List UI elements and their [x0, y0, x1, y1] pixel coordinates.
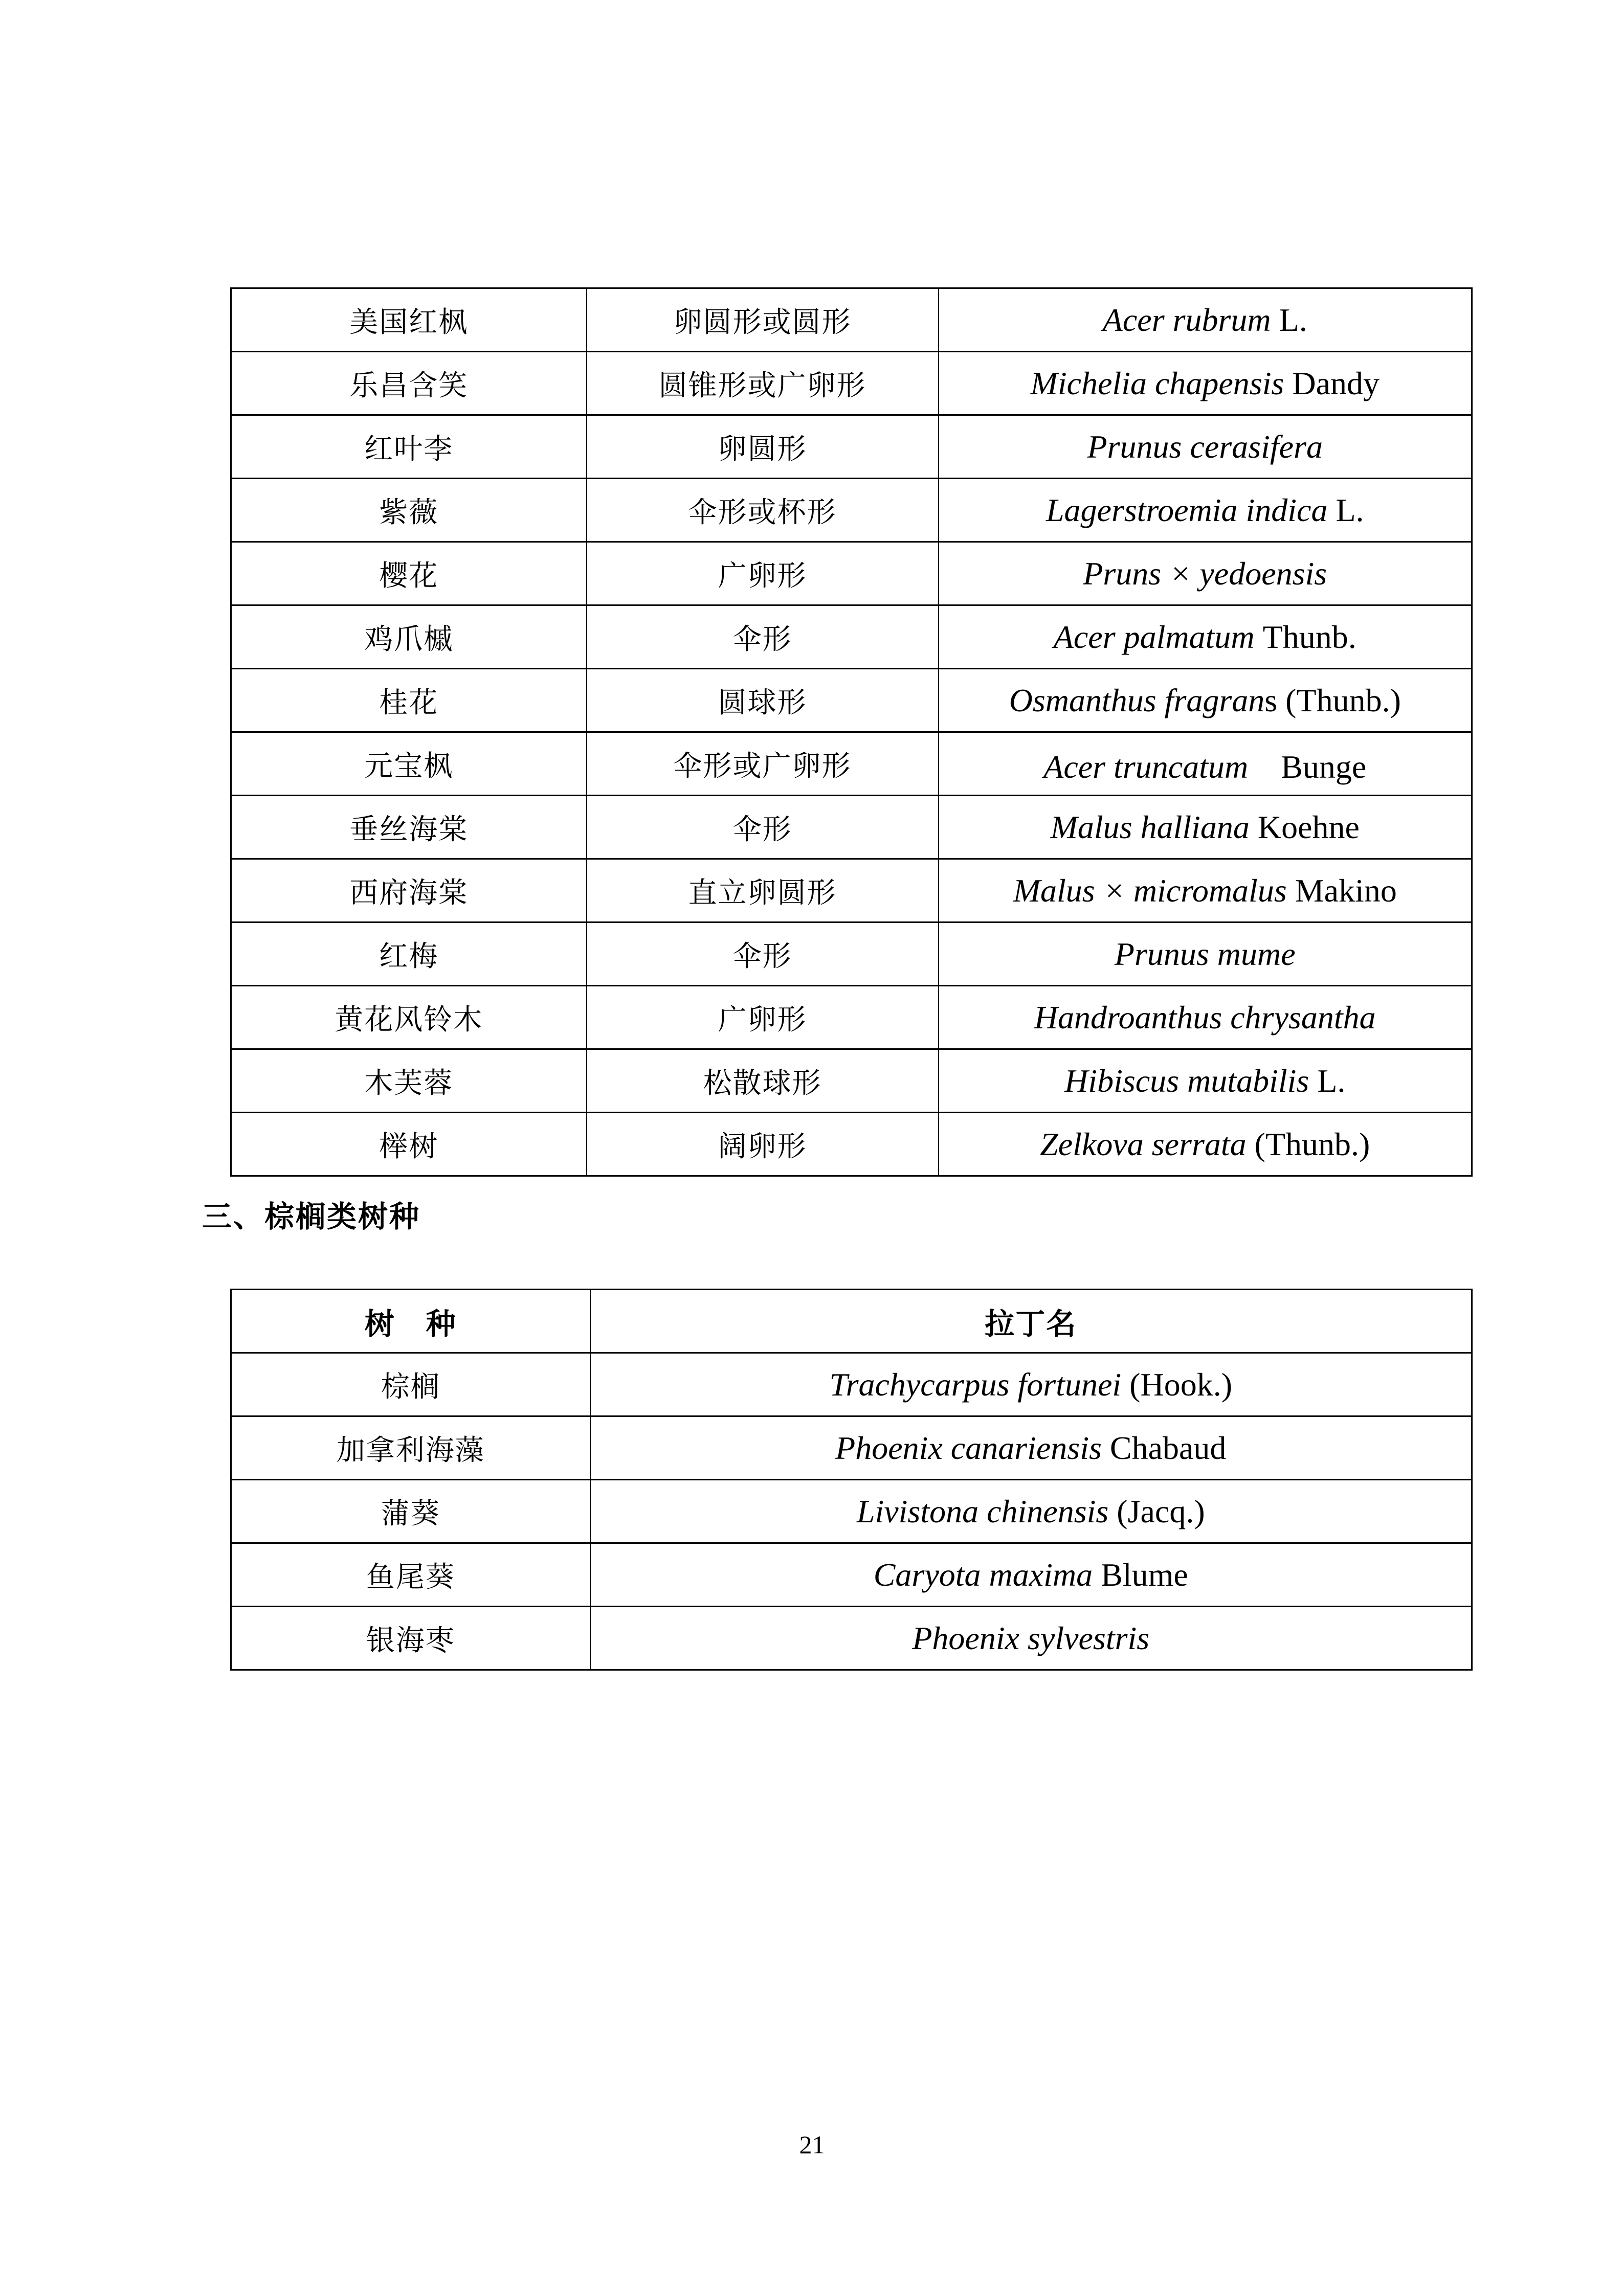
species-name: 乐昌含笑 — [349, 370, 469, 402]
table-row — [231, 1607, 1472, 1670]
species-name-cell — [231, 288, 587, 352]
latin-name-cell — [939, 479, 1472, 542]
species-name: 西府海棠 — [349, 877, 469, 909]
latin-name: Hibiscus mutabilis — [1064, 1062, 1309, 1099]
latin-name: Acer truncatum — [1043, 748, 1249, 785]
palm-species-table — [230, 1289, 1473, 1671]
latin-name: Malus halliana — [1050, 808, 1250, 845]
latin-authority: (Jacq.) — [1108, 1493, 1205, 1529]
table-row — [231, 669, 1472, 732]
latin-name-cell — [590, 1353, 1472, 1416]
species-name-cell — [231, 1543, 590, 1607]
latin-name-cell — [939, 669, 1472, 732]
latin-authority: L. — [1327, 491, 1364, 528]
crown-shape: 圆锥形或广卵形 — [658, 370, 866, 402]
table-row — [231, 922, 1472, 986]
crown-shape-cell — [587, 415, 939, 479]
species-name: 棕榈 — [381, 1371, 440, 1403]
crown-shape: 伞形 — [732, 814, 792, 846]
latin-authority: L. — [1271, 301, 1307, 338]
latin-authority: Makino — [1286, 872, 1397, 909]
latin-name: Zelkova serrata — [1040, 1126, 1247, 1162]
crown-shape: 卵圆形 — [718, 433, 807, 465]
latin-name: Osmanthus fragran — [1009, 682, 1265, 718]
species-name: 樱花 — [379, 560, 439, 592]
species-name: 黄花风铃木 — [335, 1004, 483, 1036]
crown-shape-cell — [587, 1049, 939, 1113]
latin-name: Phoenix sylvestris — [912, 1619, 1150, 1656]
latin-name: Lagerstroemia indica — [1045, 491, 1328, 528]
crown-shape-cell — [587, 288, 939, 352]
species-name-cell — [231, 669, 587, 732]
species-name: 鸡爪槭 — [364, 623, 454, 656]
species-name: 榉树 — [379, 1131, 439, 1163]
latin-name-cell — [939, 986, 1472, 1049]
species-name: 银海枣 — [366, 1625, 455, 1657]
table-row — [231, 1543, 1472, 1607]
latin-authority: Koehne — [1249, 808, 1360, 845]
latin-name-cell — [939, 732, 1472, 796]
latin-authority: s (Thunb.) — [1264, 682, 1401, 718]
crown-shape: 伞形 — [732, 940, 792, 973]
header-latin-cell — [590, 1290, 1472, 1353]
species-name: 垂丝海棠 — [349, 814, 469, 846]
species-name-cell — [231, 352, 587, 415]
latin-name-cell — [939, 922, 1472, 986]
table-row — [231, 859, 1472, 922]
header-species-cell — [231, 1290, 590, 1353]
table-row — [231, 1353, 1472, 1416]
latin-name: Malus × micromalus — [1013, 872, 1287, 909]
crown-shape: 伞形 — [732, 623, 792, 656]
table-row — [231, 732, 1472, 796]
crown-shape-cell — [587, 922, 939, 986]
table-row — [231, 288, 1472, 352]
species-name: 加拿利海藻 — [336, 1434, 485, 1467]
latin-name-cell — [590, 1543, 1472, 1607]
latin-name: Acer rubrum — [1102, 301, 1271, 338]
crown-shape-cell — [587, 1113, 939, 1176]
species-name: 元宝枫 — [364, 750, 454, 782]
species-name-cell — [231, 1480, 590, 1543]
species-name: 红梅 — [379, 940, 439, 973]
tree-species-table — [230, 287, 1473, 1177]
crown-shape: 松散球形 — [703, 1067, 822, 1099]
crown-shape-cell — [587, 796, 939, 859]
latin-name-cell — [939, 352, 1472, 415]
crown-shape: 圆球形 — [718, 687, 807, 719]
crown-shape-cell — [587, 986, 939, 1049]
latin-name: Phoenix canariensis — [835, 1429, 1102, 1466]
section-heading-palm-species: 三、棕榈类树种 — [202, 1200, 421, 1233]
table-row — [231, 1480, 1472, 1543]
latin-name-cell — [590, 1607, 1472, 1670]
latin-name: Livistona chinensis — [856, 1493, 1109, 1529]
table-row — [231, 605, 1472, 669]
crown-shape: 卵圆形或圆形 — [673, 306, 852, 339]
latin-authority: (Hook.) — [1121, 1366, 1232, 1403]
latin-name: Pruns × yedoensis — [1083, 555, 1327, 592]
latin-name-cell — [939, 1049, 1472, 1113]
table-row — [231, 542, 1472, 605]
species-name-cell — [231, 1416, 590, 1480]
table-header-row — [231, 1290, 1472, 1353]
latin-name: Caryota maxima — [873, 1556, 1093, 1593]
latin-authority: Bunge — [1248, 748, 1367, 785]
table-row — [231, 479, 1472, 542]
table-row — [231, 352, 1472, 415]
species-name-cell — [231, 796, 587, 859]
latin-name: Michelia chapensis — [1030, 365, 1284, 401]
crown-shape: 广卵形 — [718, 1004, 807, 1036]
table-row — [231, 1113, 1472, 1176]
latin-name: Prunus mume — [1114, 935, 1296, 972]
species-name-cell — [231, 922, 587, 986]
latin-authority: Chabaud — [1101, 1429, 1227, 1466]
latin-name-cell — [939, 605, 1472, 669]
species-name-cell — [231, 542, 587, 605]
latin-authority: Thunb. — [1254, 618, 1356, 655]
header-latin-label: 拉丁名 — [985, 1307, 1077, 1341]
species-name-cell — [231, 1049, 587, 1113]
crown-shape-cell — [587, 859, 939, 922]
crown-shape-cell — [587, 669, 939, 732]
crown-shape: 伞形或广卵形 — [673, 750, 852, 782]
latin-name: Handroanthus chrysantha — [1034, 999, 1376, 1036]
crown-shape-cell — [587, 352, 939, 415]
species-name-cell — [231, 1353, 590, 1416]
latin-name-cell — [939, 1113, 1472, 1176]
table-row — [231, 986, 1472, 1049]
table-row — [231, 1416, 1472, 1480]
latin-name: Acer palmatum — [1053, 618, 1255, 655]
latin-name-cell — [939, 415, 1472, 479]
species-name-cell — [231, 605, 587, 669]
latin-name: Prunus cerasifera — [1087, 428, 1323, 465]
species-name-cell — [231, 859, 587, 922]
latin-name-cell — [939, 796, 1472, 859]
table-row — [231, 415, 1472, 479]
species-name-cell — [231, 1607, 590, 1670]
table-row — [231, 1049, 1472, 1113]
latin-name-cell — [939, 542, 1472, 605]
crown-shape-cell — [587, 542, 939, 605]
latin-name-cell — [939, 288, 1472, 352]
crown-shape: 阔卵形 — [718, 1131, 807, 1163]
latin-name-cell — [939, 859, 1472, 922]
latin-name: Trachycarpus fortunei — [829, 1366, 1122, 1403]
page-number: 21 — [799, 2130, 825, 2159]
latin-name-cell — [590, 1480, 1472, 1543]
latin-authority: Blume — [1093, 1556, 1188, 1593]
crown-shape: 广卵形 — [718, 560, 807, 592]
species-name: 桂花 — [379, 687, 439, 719]
species-name-cell — [231, 732, 587, 796]
crown-shape: 直立卵圆形 — [688, 877, 837, 909]
latin-authority: (Thunb.) — [1246, 1126, 1370, 1162]
species-name-cell — [231, 1113, 587, 1176]
species-name: 美国红枫 — [349, 306, 469, 339]
crown-shape: 伞形或杯形 — [688, 497, 837, 529]
table-row — [231, 796, 1472, 859]
crown-shape-cell — [587, 732, 939, 796]
species-name-cell — [231, 415, 587, 479]
crown-shape-cell — [587, 605, 939, 669]
header-species-label: 树 种 — [364, 1307, 457, 1341]
species-name: 紫薇 — [379, 497, 439, 529]
species-name: 红叶李 — [364, 433, 454, 465]
species-name: 鱼尾葵 — [366, 1561, 455, 1593]
species-name-cell — [231, 479, 587, 542]
species-name: 木芙蓉 — [364, 1067, 454, 1099]
species-name-cell — [231, 986, 587, 1049]
latin-name-cell — [590, 1416, 1472, 1480]
species-name: 蒲葵 — [381, 1498, 440, 1530]
latin-authority: Dandy — [1284, 365, 1380, 401]
crown-shape-cell — [587, 479, 939, 542]
latin-authority: L. — [1309, 1062, 1346, 1099]
